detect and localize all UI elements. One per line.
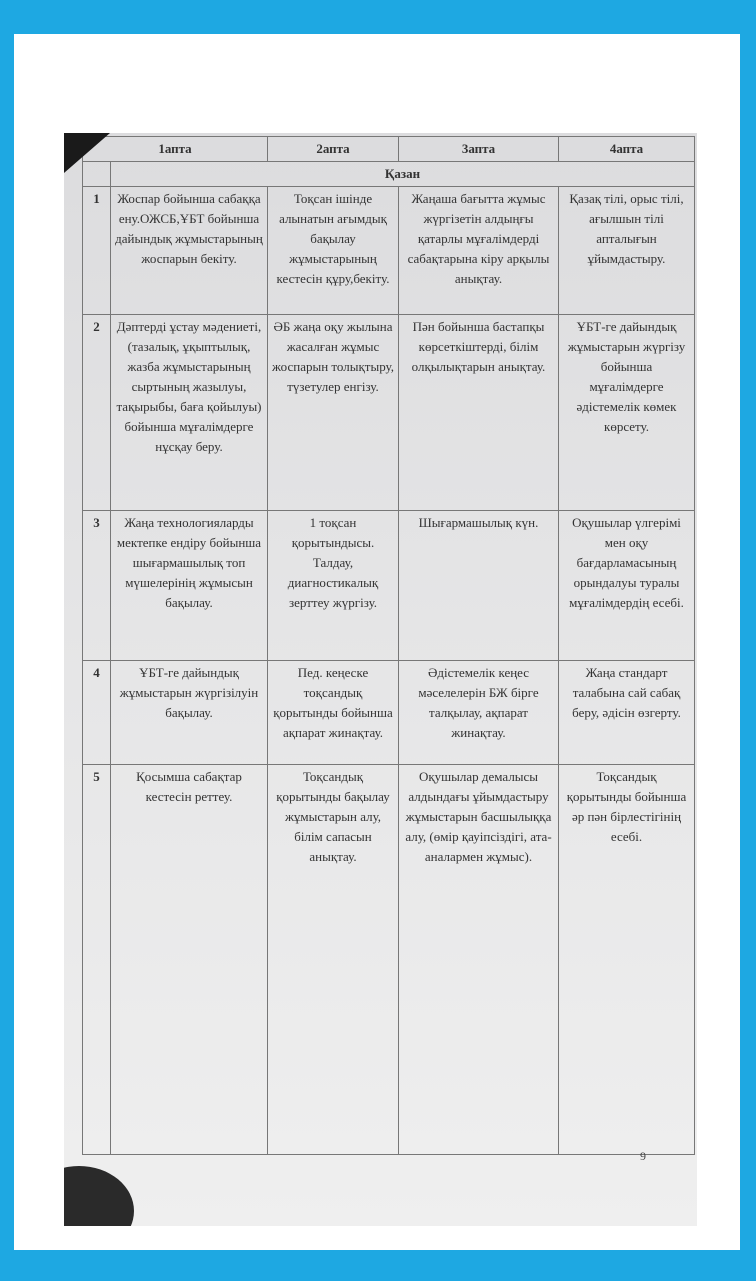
table-row [83,187,695,315]
week-header-row [83,137,695,162]
table-row [83,765,695,1155]
week-2-header: 2апта [268,137,399,162]
table-cell: Жаңа стандарт талабына сай сабақ беру, әдісін өзгерту. [559,661,695,765]
table-row [83,315,695,511]
week-1-header: 1апта [83,137,268,162]
photo-shadow-top-left [64,133,110,173]
weekly-plan-table [82,136,695,1155]
table-cell: Қосымша сабақтар кестесін реттеу. [111,765,268,1155]
table-cell: Қазақ тілі, орыс тілі, ағылшын тілі апталығын ұйымдастыру. [559,187,695,315]
photo-shadow-bottom-left [64,1166,134,1226]
table-cell: Жоспар бойынша сабаққа ену.ОЖСБ,ҰБТ бойынша дайындық жұмыстарының жоспарын бекіту. [111,187,268,315]
row-number: 2 [83,315,111,511]
week-4-header: 4апта [559,137,695,162]
week-3-header: 3апта [399,137,559,162]
table-row [83,511,695,661]
table-cell: 1 тоқсан қорытындысы. Талдау, диагностикалық зерттеу жүргізу. [268,511,399,661]
table-row [83,661,695,765]
table-cell: Жаңа технологияларды мектепке ендіру бойынша шығармашылық топ мүшелерінің жұмысын бақылау. [111,511,268,661]
table-cell: Оқушылар демалысы алдындағы ұйымдастыру жұмыстарын басшылыққа алу, (өмір қауіпсіздігі, ата-аналармен жұмыс). [399,765,559,1155]
table-cell: Шығармашылық күн. [399,511,559,661]
table-cell: ҰБТ-ге дайындық жұмыстарын жүргізілуін бақылау. [111,661,268,765]
table-cell: Оқушылар үлгерімі мен оқу бағдарламасының орындалуы туралы мұғалімдердің есебі. [559,511,695,661]
table-cell: Пән бойынша бастапқы көрсеткіштерді, білім олқылықтарын анықтау. [399,315,559,511]
table-cell: Жаңаша бағытта жұмыс жүргізетін алдыңғы қатарлы мұғалімдерді сабақтарына кіру арқылы анықтау. [399,187,559,315]
row-number: 1 [83,187,111,315]
table-cell: Тоқсандық қорытынды бойынша әр пән бірлестігінің есебі. [559,765,695,1155]
table-cell: ӘБ жаңа оқу жылына жасалған жұмыс жоспарын толықтыру, түзетулер енгізу. [268,315,399,511]
blue-border-frame [14,34,740,1250]
plan-document [82,136,694,1146]
month-label: Қазан [111,162,695,187]
table-cell: Әдістемелік кеңес мәселелерін БЖ бірге талқылау, ақпарат жинақтау. [399,661,559,765]
row-number: 4 [83,661,111,765]
table-cell: Дәптерді ұстау мәдениеті, (тазалық, ұқыптылық, жазба жұмыстарының сыртының жазылуы, тақырыбы, баға қойылуы) бойынша мұғалімдерге нұсқау беру. [111,315,268,511]
page-number: 9 [640,1149,646,1163]
row-number: 3 [83,511,111,661]
table-cell: Тоқсан ішінде алынатын ағымдық бақылау жұмыстарының кестесін құру,бекіту. [268,187,399,315]
table-cell: ҰБТ-ге дайындық жұмыстарын жүргізу бойынша мұғалімдерге әдістемелік көмек көрсету. [559,315,695,511]
table-cell: Пед. кеңеске тоқсандық қорытынды бойынша ақпарат жинақтау. [268,661,399,765]
month-row [83,162,695,187]
row-number: 5 [83,765,111,1155]
table-cell: Тоқсандық қорытынды бақылау жұмыстарын алу, білім сапасын анықтау. [268,765,399,1155]
document-photo [64,133,697,1226]
